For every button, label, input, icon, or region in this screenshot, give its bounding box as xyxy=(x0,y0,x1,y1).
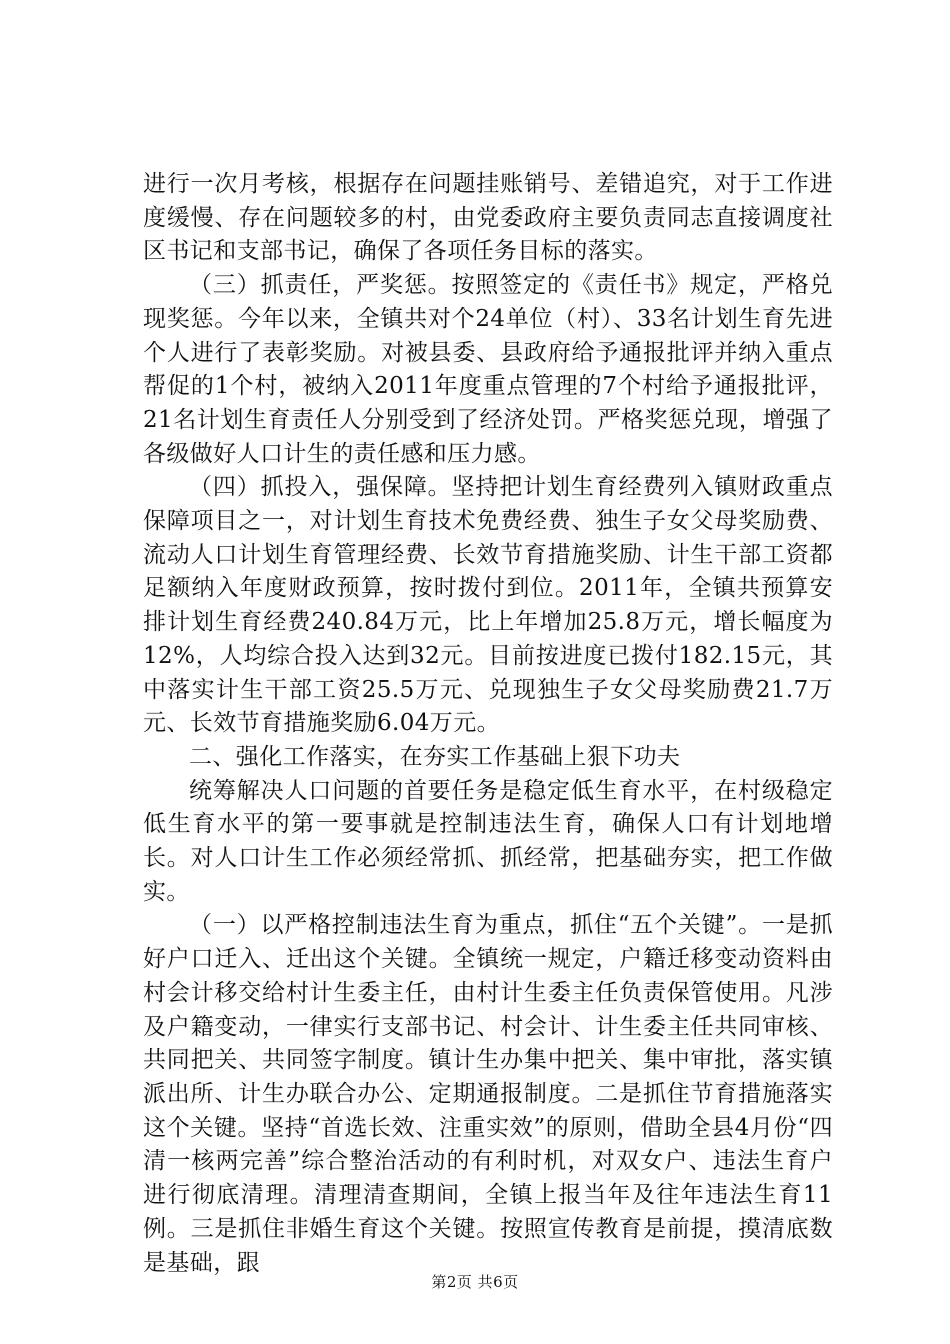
section-heading: 二、强化工作落实，在夯实工作基础上狠下功夫 xyxy=(189,743,681,770)
document-body xyxy=(143,168,833,1280)
paragraph-2: （三）抓责任，严奖惩。按照签定的《责任书》规定，严格兑现奖惩。今年以来，全镇共对个24单位（村）、33名计划生育先进个人进行了表彰奖励。对被县委、县政府给予通报批评并纳入重点帮促的1个村，被纳入2011年度重点管理的7个村给予通报批评，21名计划生育责任人分别受到了经济处罚。严格奖惩兑现，增强了各级做好人口计生的责任感和压力感。 xyxy=(143,272,833,467)
paragraph-3: （四）抓投入，强保障。坚持把计划生育经费列入镇财政重点保障项目之一，对计划生育技术免费经费、独生子女父母奖励费、流动人口计划生育管理经费、长效节育措施奖励、计生干部工资都足额纳入年度财政预算，按时拨付到位。2011年，全镇共预算安排计划生育经费240.84万元，比上年增加25.8万元，增长幅度为12%，人均综合投入达到32元。目前按进度已拨付182.15元，其中落实计生干部工资25.5万元、兑现独生子女父母奖励费21.7万元、长效节育措施奖励6.04万元。 xyxy=(143,474,833,737)
paragraph-6: （一）以严格控制违法生育为重点，抓住“五个关键”。一是抓好户口迁入、迁出这个关键。全镇统一规定，户籍迁移变动资料由村会计移交给村计生委主任，由村计生委主任负责保管使用。凡涉及户籍变动，一律实行支部书记、村会计、计生委主任共同审核、共同把关、共同签字制度。镇计生办集中把关、集中审批，落实镇派出所、计生办联合办公、定期通报制度。二是抓住节育措施落实这个关键。坚持“首选长效、注重实效”的原则，借助全县4月份“四清一核两完善”综合整治活动的有利时机，对双女户、违法生育户进行彻底清理。清理清查期间，全镇上报当年及往年违法生育11例。三是抓住非婚生育这个关键。按照宣传教育是前提，摸清底数是基础，跟 xyxy=(143,912,833,1276)
paragraph-5: 统筹解决人口问题的首要任务是稳定低生育水平，在村级稳定低生育水平的第一要事就是控制违法生育，确保人口有计划地增长。对人口计生工作必须经常抓、抓经常，把基础夯实，把工作做实。 xyxy=(143,777,833,905)
paragraph-1: 进行一次月考核，根据存在问题挂账销号、差错追究，对于工作进度缓慢、存在问题较多的村，由党委政府主要负责同志直接调度社区书记和支部书记，确保了各项任务目标的落实。 xyxy=(143,171,833,265)
page-number-footer: 第2页 共6页 xyxy=(431,1273,519,1291)
